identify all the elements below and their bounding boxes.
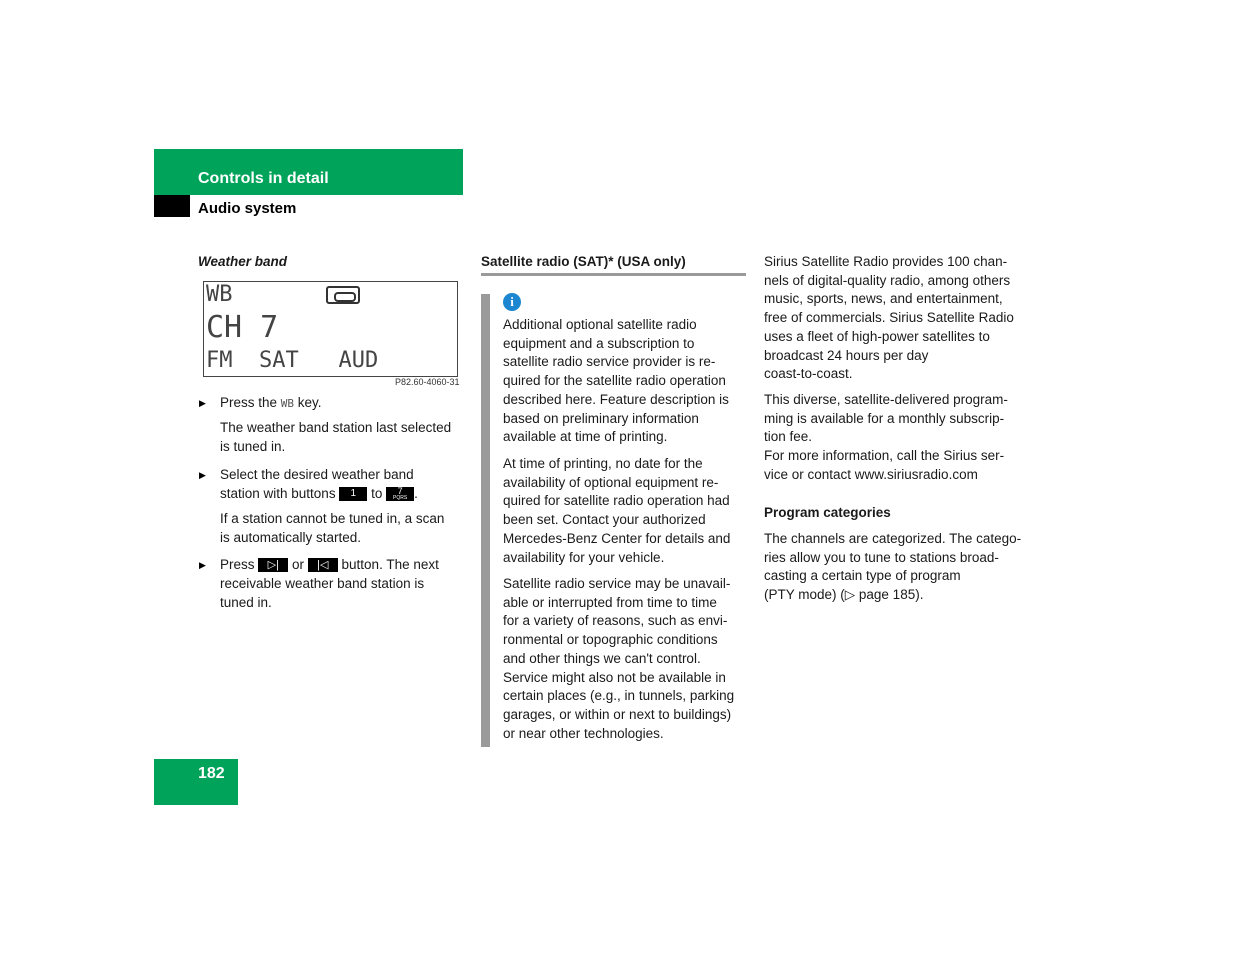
info-sidebar (481, 294, 490, 747)
seek-forward-icon: ▷| (258, 558, 288, 572)
heading-rule (481, 273, 746, 276)
program-categories-paragraph: The channels are categorized. The catego- ries allow you to tune to stations broad- casting a certain type of program (PTY mode) (▷ page 185). (764, 531, 1022, 603)
subsection-marker (154, 195, 190, 217)
info-paragraph-2: At time of printing, no date for the availability of optional equipment re- quired for satellite radio operation had been set. Contact your authorized Mercedes-Benz Center for details and availability for your vehicle. (503, 456, 731, 565)
weather-band-heading: Weather band (198, 254, 288, 269)
display-line-3: FM SAT AUD (206, 348, 379, 373)
sirius-paragraph-1: Sirius Satellite Radio provides 100 chan- nels of digital-quality radio, among others music, sports, news, and entertainment, free of commercials. Sirius Satellite Radio uses a fleet of high-power satellites to broadcast 24 hours per day coast-to-coast. (764, 254, 1014, 382)
info-paragraph-3: Satellite radio service may be unavail- able or interrupted from time to time for a variety of reasons, such as envi- ronmental or topographic conditions and other things we can't control. Service might also not be available in certain places (e.g., in tunnels, parking garages, or within or next to buildings) or near other technologies. (503, 576, 735, 741)
step-1: Press the WB key. (220, 395, 322, 410)
program-categories-heading: Program categories (764, 505, 891, 520)
preset-7-button-icon: 7 PQRS (386, 487, 414, 501)
bullet-icon: ▶ (199, 398, 206, 408)
section-header (154, 149, 463, 195)
display-line-2: CH 7 (206, 310, 279, 345)
page-number-tab (154, 759, 238, 805)
cassette-icon (326, 286, 360, 304)
step-1-note: The weather band station last selected is tuned in. (220, 420, 452, 454)
step-3: Press ▷| or |◁ button. The next receivable weather band station is tuned in. (220, 557, 439, 610)
wb-key-label: WB (280, 397, 295, 410)
section-title: Controls in detail (198, 170, 329, 187)
bullet-icon: ▶ (199, 470, 206, 480)
sirius-paragraph-2: This diverse, satellite-delivered program- ming is available for a monthly subscrip- tion fee. For more information, call the Sirius ser- vice or contact www.siriusradio.com (764, 392, 1008, 482)
seek-back-icon: |◁ (308, 558, 338, 572)
info-paragraph-1: Additional optional satellite radio equipment and a subscription to satellite radio service provider is re- quired for the satellite radio operation described here. Feature description is based on preliminary information available at time of printing. (503, 317, 729, 445)
page-number: 182 (198, 765, 225, 782)
info-icon: i (503, 293, 521, 311)
step-2-note: If a station cannot be tuned in, a scan is automatically started. (220, 511, 445, 545)
subsection-title: Audio system (198, 200, 297, 217)
satellite-radio-heading: Satellite radio (SAT)* (USA only) (481, 254, 686, 269)
bullet-icon: ▶ (199, 560, 206, 570)
figure-reference: P82.60-4060-31 (395, 377, 460, 387)
radio-display (203, 281, 458, 377)
preset-1-button-icon: 1 (339, 487, 367, 501)
step-2: Select the desired weather band station with buttons 1 to 7 PQRS . (220, 467, 418, 502)
display-line-1: WB (206, 282, 233, 307)
